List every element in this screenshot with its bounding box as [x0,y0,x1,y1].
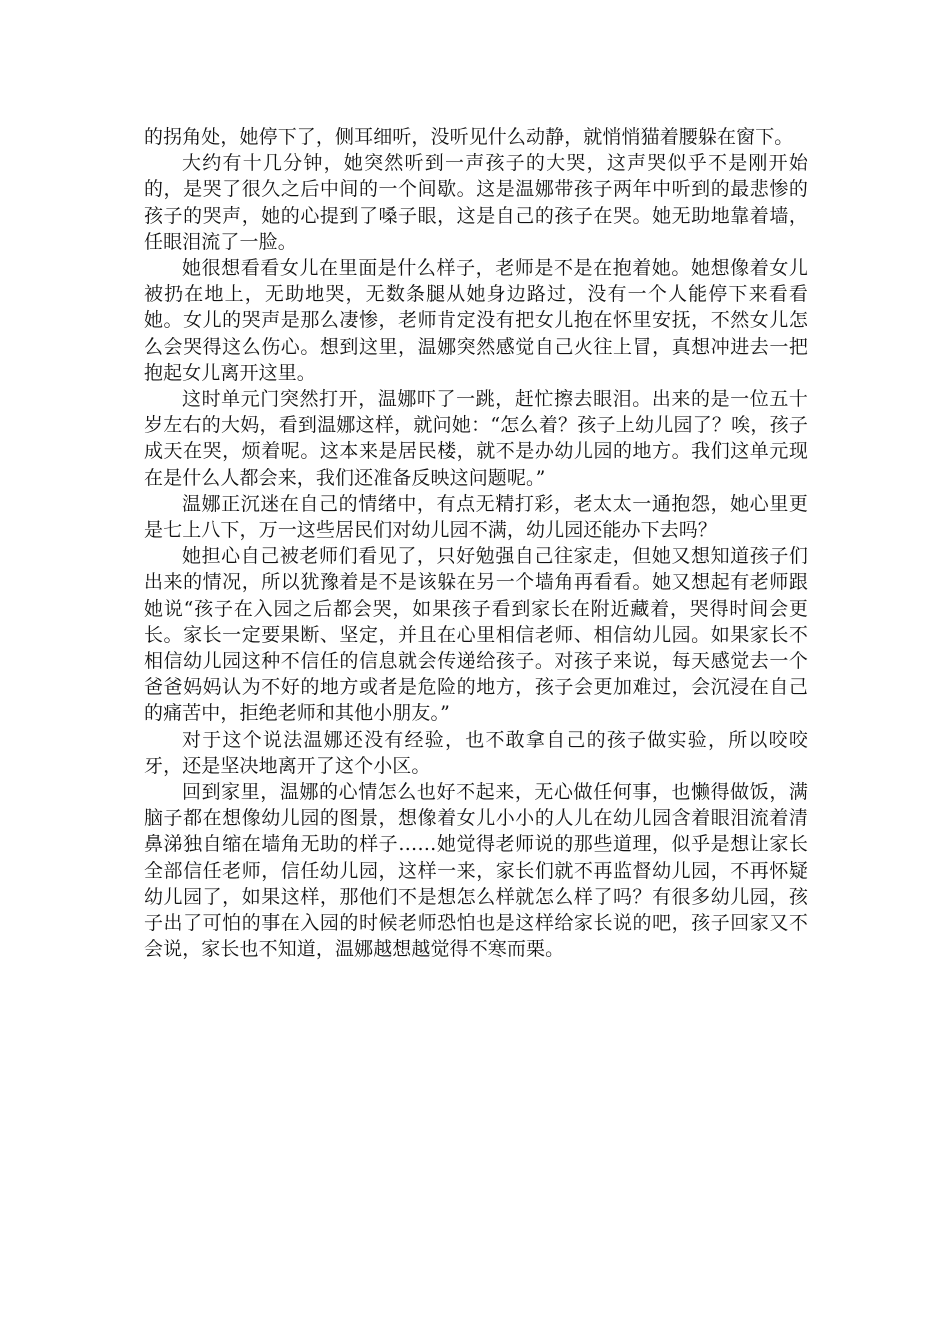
paragraph-7: 对于这个说法温娜还没有经验，也不敢拿自己的孩子做实验，所以咬咬牙，还是坚决地离开了这个小区。 [144,728,808,777]
paragraph-8: 回到家里，温娜的心情怎么也好不起来，无心做任何事，也懒得做饭，满脑子都在想像幼儿园的图景，想像着女儿小小的人儿在幼儿园含着眼泪流着清鼻涕独自缩在墙角无助的样子……她觉得老师说的那些道理，似乎是想让家长全部信任老师，信任幼儿园，这样一来，家长们就不再监督幼儿园，不再怀疑幼儿园了，如果这样，那他们不是想怎么样就怎么样了吗？有很多幼儿园，孩子出了可怕的事在入园的时候老师恐怕也是这样给家长说的吧，孩子回家又不会说，家长也不知道，温娜越想越觉得不寒而栗。 [144,781,808,961]
paragraph-4: 这时单元门突然打开，温娜吓了一跳，赶忙擦去眼泪。出来的是一位五十岁左右的大妈，看到温娜这样，就问她：“怎么着？孩子上幼儿园了？唉，孩子成天在哭，烦着呢。这本来是居民楼，就不是办幼儿园的地方。我们这单元现在是什么人都会来，我们还准备反映这问题呢。” [144,388,808,489]
body-text [144,124,808,963]
paragraph-3: 她很想看看女儿在里面是什么样子，老师是不是在抱着她。她想像着女儿被扔在地上，无助地哭，无数条腿从她身边路过，没有一个人能停下来看看她。女儿的哭声是那么凄惨，老师肯定没有把女儿抱在怀里安抚，不然女儿怎么会哭得这么伤心。想到这里，温娜突然感觉自己火往上冒，真想冲进去一把抱起女儿离开这里。 [144,257,808,384]
paragraph-1: 的拐角处，她停下了，侧耳细听，没听见什么动静，就悄悄猫着腰躲在窗下。 [144,126,794,148]
paragraph-6: 她担心自己被老师们看见了，只好勉强自己往家走，但她又想知道孩子们出来的情况，所以犹豫着是不是该躲在另一个墙角再看看。她又想起有老师跟她说“孩子在入园之后都会哭，如果孩子看到家长在附近藏着，哭得时间会更长。家长一定要果断、坚定，并且在心里相信老师、相信幼儿园。如果家长不相信幼儿园这种不信任的信息就会传递给孩子。对孩子来说，每天感觉去一个爸爸妈妈认为不好的地方或者是危险的地方，孩子会更加难过，会沉浸在自己的痛苦中，拒绝老师和其他小朋友。” [144,545,808,725]
paragraph-5: 温娜正沉迷在自己的情绪中，有点无精打彩，老太太一通抱怨，她心里更是七上八下，万一这些居民们对幼儿园不满，幼儿园还能办下去吗？ [144,492,808,542]
paragraph-2: 大约有十几分钟，她突然听到一声孩子的大哭，这声哭似乎不是刚开始的，是哭了很久之后中间的一个间歇。这是温娜带孩子两年中听到的最悲惨的孩子的哭声，她的心提到了嗓子眼，这是自己的孩子在哭。她无助地靠着墙，任眼泪流了一脸。 [144,152,808,253]
